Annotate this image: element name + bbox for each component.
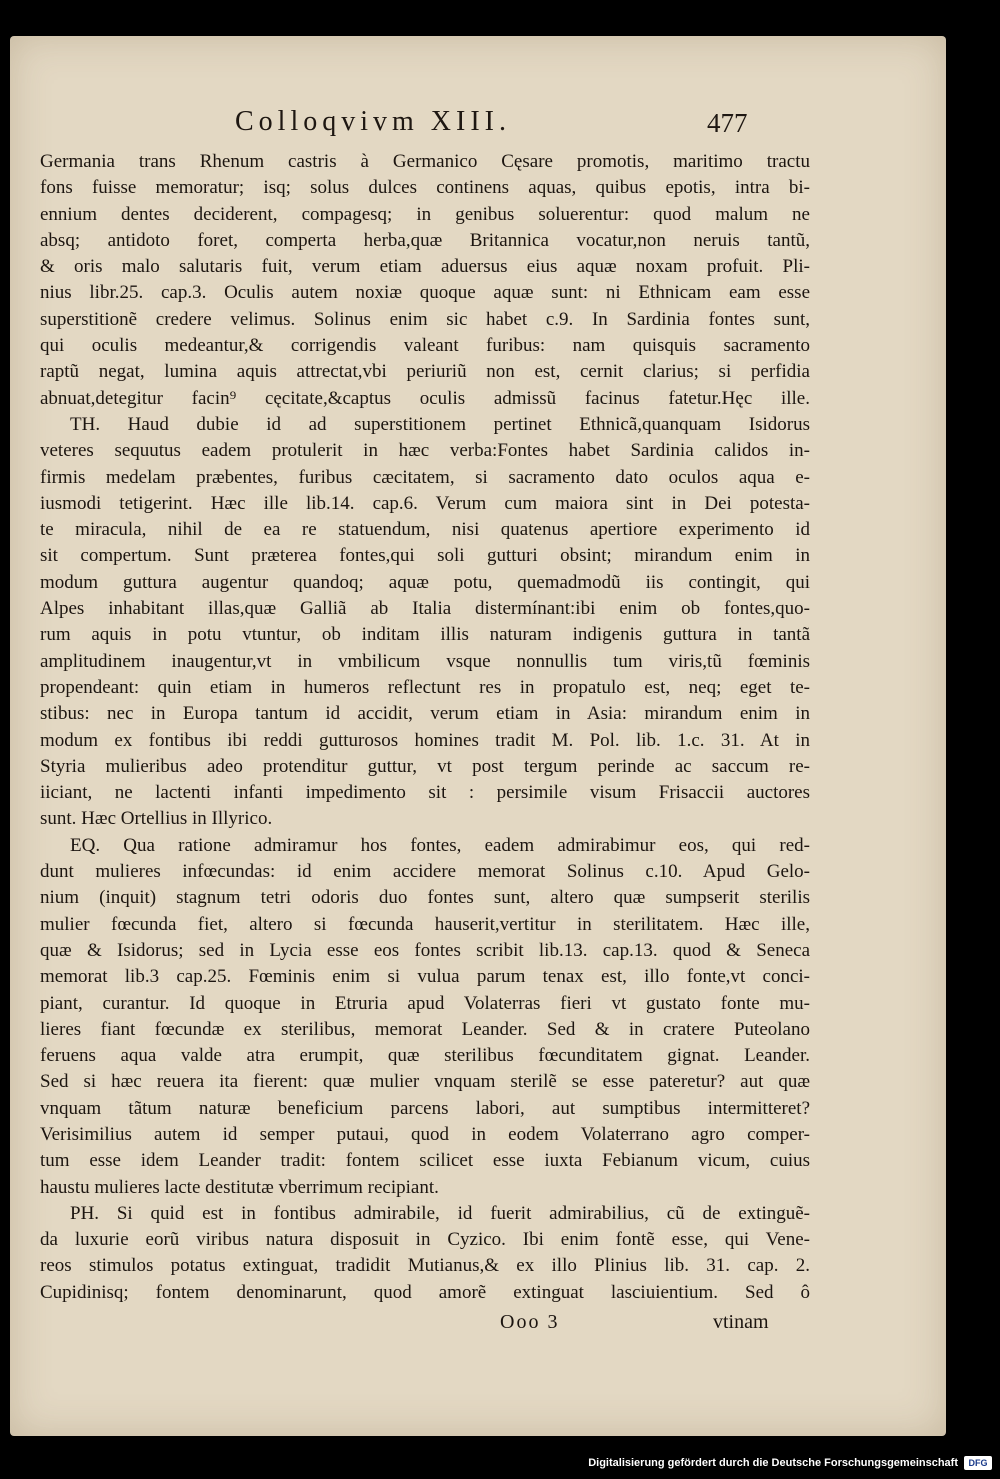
paragraph-start-line: PH. Si quid est in fontibus admirabile, id fuerit admirabilius, cũ de extinguẽ- [70, 1202, 810, 1224]
text-line: stibus: nec in Europa tantum id accidit, verum etiam in Asia: mirandum enim in [40, 703, 810, 725]
text-line: Sed si hæc reuera ita fierent: quæ mulier vnquam sterilẽ se esse pateretur? aut quæ [40, 1071, 810, 1093]
signature-mark: Ooo 3 [500, 1311, 560, 1333]
text-line: abnuat,detegitur facin⁹ cęcitate,&captus oculis admissũ facinus fatetur.Hęc ille. [40, 387, 810, 409]
digitization-credit-bar [0, 1452, 1000, 1479]
catchword: vtinam [713, 1311, 769, 1333]
text-line: memorat lib.3 cap.25. Fœminis enim si vulua parum tenax est, illo fonte,vt conci- [40, 966, 810, 988]
text-line: iiciant, ne lactenti infanti impedimento sit : persimile visum Frisaccii auctores [40, 782, 810, 804]
text-line: ennium dentes deciderent, compagesq; in genibus soluerentur: quod malum ne [40, 203, 810, 225]
text-line: da luxurie eorũ viribus natura disposuit in Cyzico. Ibi enim fontẽ esse, qui Vene- [40, 1229, 810, 1251]
text-line: lieres fiant fœcundæ ex sterilibus, memorat Leander. Sed & in cratere Puteolano [40, 1018, 810, 1040]
text-line: amplitudinem inaugentur,vt in vmbilicum vsque nonnullis tum viris,tũ fœminis [40, 650, 810, 672]
text-line: superstitionẽ credere velimus. Solinus enim sic habet c.9. In Sardinia fontes sunt, [40, 308, 810, 330]
dfg-logo-icon: DFG [964, 1456, 992, 1470]
book-page [10, 36, 946, 1436]
text-line: veteres sequutus eadem protulerit in hæc verba:Fontes habet Sardinia calidos in- [40, 440, 810, 462]
text-line: quæ & Isidorus; sed in Lycia esse eos fontes scribit lib.13. cap.13. quod & Seneca [40, 939, 810, 961]
paragraph-start-line: TH. Haud dubie id ad superstitionem pertinet Ethnicã,quanquam Isidorus [70, 413, 810, 435]
text-line: iusmodi tetigerint. Hæc ille lib.14. cap.6. Verum cum maiora sint in Dei potesta- [40, 492, 810, 514]
text-line: Germania trans Rhenum castris à Germanico Cęsare promotis, maritimo tractu [40, 151, 810, 172]
text-line: Cupidinisq; fontem denominarunt, quod amorẽ extinguat lasciuientium. Sed ô [40, 1281, 810, 1303]
text-line: nius libr.25. cap.3. Oculis autem noxiæ quoque aquæ sunt: ni Ethnicam eam esse [40, 282, 810, 304]
paragraph-end-line: sunt. Hæc Ortellius in Illyrico. [40, 808, 273, 830]
text-line: raptũ negat, lumina aquis attrectat,vbi periuriũ non est, cernit clarius; si perfidia [40, 361, 810, 383]
text-line: nium (inquit) stagnum tetri odoris duo fontes sunt, altero quæ sumpserit sterilis [40, 887, 810, 909]
page-footer [10, 1311, 946, 1341]
text-line: modum guttura augentur quandoq; aquæ potu, quemadmodũ iis contingit, qui [40, 571, 810, 593]
text-line: sit compertum. Sunt præterea fontes,qui soli gutturi obsint; mirandum enim in [40, 545, 810, 567]
text-line: te miracula, nihil de ea re statuendum, nisi quatenus apertiore experimento id [40, 519, 810, 541]
text-line: mulier fœcunda fiet, altero si fœcunda hauserit,vertitur in sterilitatem. Hæc ille, [40, 913, 810, 935]
text-line: propendeant: quin etiam in humeros reflectunt res in propatulo est, neq; eget te- [40, 676, 810, 698]
text-line: qui oculis medeantur,& corrigendis valeant furibus: nam quisquis sacramento [40, 335, 810, 357]
text-line: Verisimilius autem id semper putaui, quod in eodem Volaterrano agro comper- [40, 1123, 810, 1145]
text-line: firmis medelam præbentes, furibus cæcitatem, si sacramento dato oculos aqua e- [40, 466, 810, 488]
text-line: Styria mulieribus adeo protenditur guttur, vt post tergum perinde ac saccum re- [40, 755, 810, 777]
running-title: Colloqvivm XIII. [235, 106, 511, 137]
text-line: feruens aqua valde atra erumpit, quæ sterilibus fœcunditatem gignat. Leander. [40, 1045, 810, 1067]
digitization-note: Digitalisierung gefördert durch die Deutsche Forschungsgemeinschaft [588, 1457, 958, 1469]
body-text [40, 149, 810, 1306]
text-line: fons fuisse memoratur; isq; solus dulces continens aquas, quibus epotis, intra bi- [40, 177, 810, 199]
text-line: dunt mulieres infœcundas: id enim accidere memorat Solinus c.10. Apud Gelo- [40, 861, 810, 883]
page-number: 477 [707, 108, 748, 138]
text-line: rum aquis in potu vtuntur, ob inditam illis naturam indigenis guttura in tantã [40, 624, 810, 646]
text-line: reos stimulos potatus extinguat, tradidit Mutianus,& ex illo Plinius lib. 31. cap. 2. [40, 1255, 810, 1277]
text-line: & oris malo salutaris fuit, verum etiam aduersus eius aquæ noxam profuit. Pli- [40, 256, 810, 278]
text-line: tum esse idem Leander tradit: fontem scilicet esse iuxta Febianum vicum, cuius [40, 1150, 810, 1172]
paragraph-start-line: EQ. Qua ratione admiramur hos fontes, eadem admirabimur eos, qui red- [70, 834, 810, 856]
text-line: Alpes inhabitant illas,quæ Galliã ab Italia distermínant:ibi enim ob fontes,quo- [40, 598, 810, 620]
paragraph-end-line: haustu mulieres lacte destitutæ vberrimum recipiant. [40, 1176, 439, 1198]
text-line: vnquam tãtum naturæ beneficium parcens labori, aut sumptibus intermitteret? [40, 1097, 810, 1119]
text-line: modum ex fontibus ibi reddi gutturosos homines tradit M. Pol. lib. 1.c. 31. At in [40, 729, 810, 751]
page-header [10, 106, 946, 146]
text-line: absq; antidoto foret, comperta herba,quæ Britannica vocatur,non neruis tantũ, [40, 229, 810, 251]
text-line: piant, curantur. Id quoque in Etruria apud Volaterras fieri vt gustato fonte mu- [40, 992, 810, 1014]
